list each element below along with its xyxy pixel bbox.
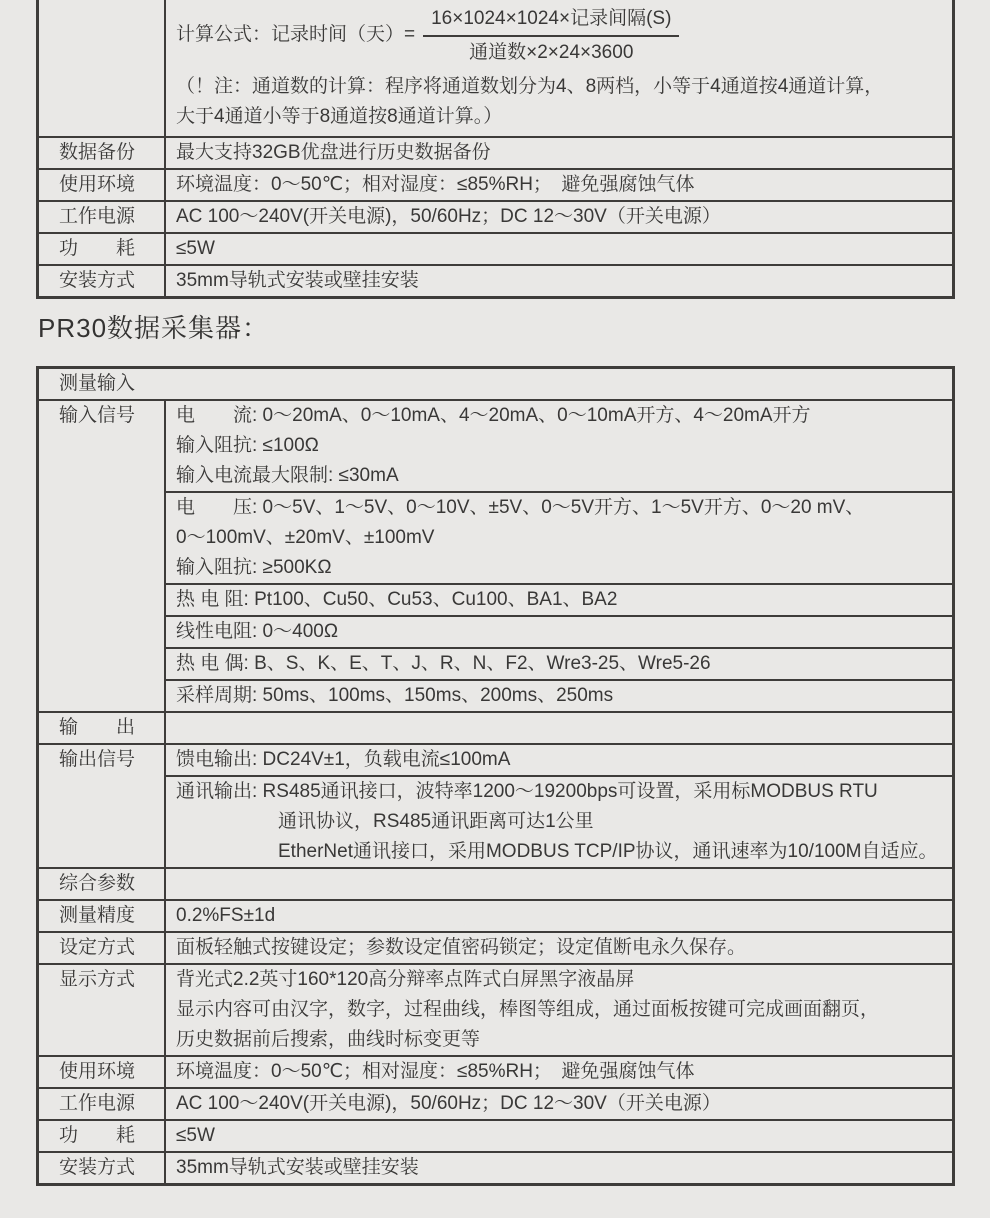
spec-line: 背光式2.2英寸160*120高分辩率点阵式白屏黑字液晶屏 (176, 969, 635, 990)
row-value: ≤5W (176, 238, 215, 259)
row-label: 使用环境 (39, 1057, 166, 1087)
row-value: 0.2%FS±1d (176, 905, 276, 926)
row-value: 环境温度：0～50℃；相对湿度：≤85%RH； 避免强腐蚀气体 (176, 1061, 695, 1082)
record-time-formula (166, 4, 952, 66)
empty-cell (166, 713, 952, 743)
row-value: AC 100～240V(开关电源)，50/60Hz；DC 12～30V（开关电源） (176, 1093, 721, 1114)
row-label: 使用环境 (39, 170, 166, 200)
table-row-general-header (39, 867, 952, 899)
table-row-environment (39, 1055, 952, 1087)
table-row-mounting (39, 264, 952, 296)
section-row-label: 测量输入 (59, 373, 136, 394)
voltage-group (166, 491, 952, 583)
table-row-consumption (39, 1119, 952, 1151)
input-signal-cell (166, 401, 952, 711)
spec-line: 输入电流最大限制: ≤30mA (176, 465, 399, 486)
note-line: 大于4通道小等于8通道按8通道计算。） (176, 106, 503, 127)
sampling-period-group (166, 679, 952, 711)
table-row-power (39, 200, 952, 232)
row-label: 功 耗 (39, 234, 166, 264)
channel-count-note (166, 72, 952, 132)
spec-line: 热 电 偶: B、S、K、E、T、J、R、N、F2、Wre3-25、Wre5-26 (176, 653, 711, 674)
row-label: 输出信号 (39, 745, 166, 867)
section-row-label: 输 出 (39, 713, 166, 743)
row-value: 环境温度：0～50℃；相对湿度：≤85%RH； 避免强腐蚀气体 (176, 174, 695, 195)
table-row-consumption (39, 232, 952, 264)
formula-fraction (423, 4, 679, 66)
spec-line: 通讯输出: RS485通讯接口，波特率1200～19200bps可设置，采用标MODBUS RTU (176, 781, 878, 802)
spec-line: EtherNet通讯接口，采用MODBUS TCP/IP协议，通讯速率为10/100M自适应。 (278, 841, 938, 862)
table-row-environment (39, 168, 952, 200)
output-signal-cell (166, 745, 952, 867)
row-label: 输入信号 (39, 401, 166, 711)
table-row-output-header (39, 711, 952, 743)
table-row-display (39, 963, 952, 1055)
table-row-data-backup (39, 136, 952, 168)
note-line: （！注：通道数的计算：程序将通道数划分为4、8两档，小等于4通道按4通道计算， (176, 76, 884, 97)
formula-row (39, 0, 952, 136)
spec-table-pr30 (36, 366, 955, 1186)
spec-line: 电 流: 0～20mA、0～10mA、4～20mA、0～10mA开方、4～20mA开方 (176, 405, 811, 426)
current-group (166, 401, 952, 491)
table-row-output-signal (39, 743, 952, 867)
section-row-label: 综合参数 (39, 869, 166, 899)
spec-table-top (36, 0, 955, 299)
row-value: 35mm导轨式安装或壁挂安装 (176, 1157, 419, 1178)
table-row-setting (39, 931, 952, 963)
display-cell (166, 965, 952, 1055)
fraction-numerator: 16×1024×1024×记录间隔(S) (423, 4, 679, 37)
spec-line: 通讯协议，RS485通讯距离可达1公里 (278, 811, 594, 832)
formula-cell (166, 0, 952, 136)
row-label: 设定方式 (39, 933, 166, 963)
rtd-group (166, 583, 952, 615)
feed-output-group (166, 745, 952, 775)
table-row-measure-input-header (39, 369, 952, 399)
row-value: 面板轻触式按键设定；参数设定值密码锁定；设定值断电永久保存。 (176, 937, 747, 958)
formula-prefix: 计算公式：记录时间（天）= (176, 24, 416, 45)
row-label: 安装方式 (39, 266, 166, 296)
row-value: 最大支持32GB优盘进行历史数据备份 (176, 142, 491, 163)
spec-line: 输入阻抗: ≤100Ω (176, 435, 319, 456)
spec-line: 采样周期: 50ms、100ms、150ms、200ms、250ms (176, 685, 614, 706)
row-label: 数据备份 (39, 138, 166, 168)
linear-resistance-group (166, 615, 952, 647)
table-row-power (39, 1087, 952, 1119)
row-value: 35mm导轨式安装或壁挂安装 (176, 270, 419, 291)
spec-line: 0～100mV、±20mV、±100mV (176, 527, 435, 548)
spec-line: 历史数据前后搜索，曲线时标变更等 (176, 1029, 481, 1050)
row-value: ≤5W (176, 1125, 215, 1146)
spec-line: 线性电阻: 0～400Ω (176, 621, 339, 642)
empty-cell (166, 869, 952, 899)
empty-label-cell (39, 0, 166, 136)
spec-line: 馈电输出: DC24V±1，负载电流≤100mA (176, 749, 511, 770)
spec-line: 热 电 阻: Pt100、Cu50、Cu53、Cu100、BA1、BA2 (176, 589, 618, 610)
section-title-pr30: PR30数据采集器： (38, 313, 270, 343)
row-label: 工作电源 (39, 202, 166, 232)
row-label: 工作电源 (39, 1089, 166, 1119)
fraction-denominator: 通道数×2×24×3600 (469, 42, 634, 63)
spec-line: 显示内容可由汉字，数字，过程曲线，棒图等组成，通过面板按键可完成画面翻页， (176, 999, 880, 1020)
row-label: 安装方式 (39, 1153, 166, 1183)
table-row-input-signal (39, 399, 952, 711)
row-label: 测量精度 (39, 901, 166, 931)
row-label: 显示方式 (39, 965, 166, 1055)
spec-line: 电 压: 0～5V、1～5V、0～10V、±5V、0～5V开方、1～5V开方、0～20 mV、 (176, 497, 865, 518)
comm-output-group (166, 775, 952, 867)
table-row-accuracy (39, 899, 952, 931)
thermocouple-group (166, 647, 952, 679)
row-label: 功 耗 (39, 1121, 166, 1151)
table-row-mounting (39, 1151, 952, 1183)
spec-line: 输入阻抗: ≥500KΩ (176, 557, 332, 578)
row-value: AC 100～240V(开关电源)，50/60Hz；DC 12～30V（开关电源） (176, 206, 721, 227)
